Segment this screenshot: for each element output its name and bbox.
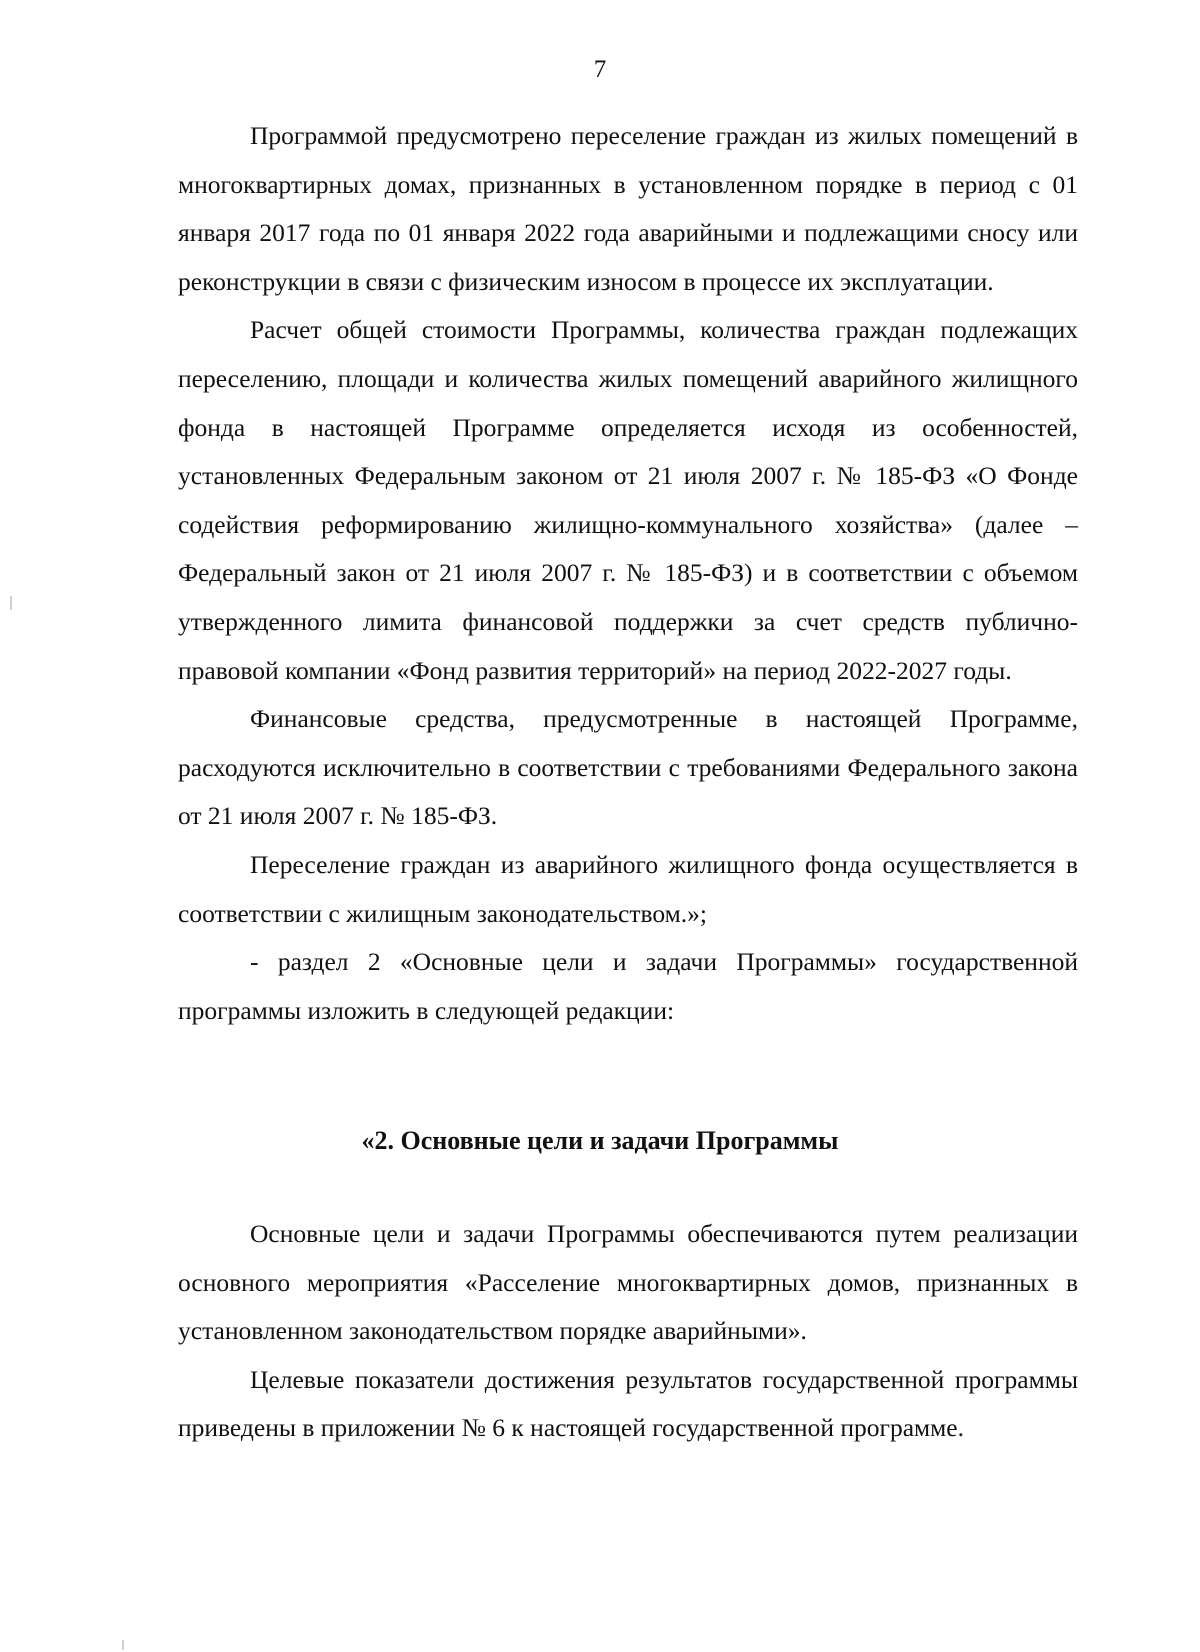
paragraph-section-2-amendment: - раздел 2 «Основные цели и задачи Программы» государственной программы изложить в следующей редакции: [178, 947, 1078, 1025]
scan-artifact-mark [10, 596, 12, 610]
section-2-heading: «2. Основные цели и задачи Программы [361, 1126, 839, 1155]
paragraph-resettlement-scope: Программой предусмотрено переселение граждан из жилых помещений в многоквартирных домах, признанных в установленном порядке в период с 01 января 2017 года по 01 января 2022 года аварийными и подлежащими сносу или реконструкции в связи с физическим износом в процессе их эксплуатации. [178, 121, 1078, 296]
paragraph-resettlement-law: Переселение граждан из аварийного жилищного фонда осуществляется в соответствии с жилищным законодательством.»; [178, 849, 1078, 928]
section-1-body [178, 112, 1078, 1035]
section-2-body [178, 1210, 1078, 1453]
paragraph-goals-implementation: Основные цели и задачи Программы обеспечиваются путем реализации основного мероприятия «Расселение многоквартирных домов, признанных в установленном законодательством порядке аварийными». [178, 1219, 1078, 1346]
paragraph-financial-means: Финансовые средства, предусмотренные в настоящей Программе, расходуются исключительно в соответствии с требованиями Федерального закона от 21 июля 2007 г. № 185-ФЗ. [178, 704, 1078, 831]
scan-artifact-mark [122, 1640, 124, 1650]
paragraph-target-indicators: Целевые показатели достижения результатов государственной программы приведены в приложении № 6 к настоящей государственной программе. [178, 1364, 1078, 1443]
paragraph-cost-calculation: Расчет общей стоимости Программы, количества граждан подлежащих переселению, площади и количества жилых помещений аварийного жилищного фонда в настоящей Программе определяется исходя из особенностей, установленных Федеральным законом от 21 июля 2007 г. № 185-ФЗ «О Фонде содействия реформированию жилищно-коммунального хозяйства» (далее – Федеральный закон от 21 июля 2007 г. № 185-ФЗ) и в соответствии с объемом утвержденного лимита финансовой поддержки за счет средств публично-правовой компании «Фонд развития территорий» на период 2022-2027 годы. [178, 315, 1078, 685]
page-number: 7 [593, 56, 607, 83]
